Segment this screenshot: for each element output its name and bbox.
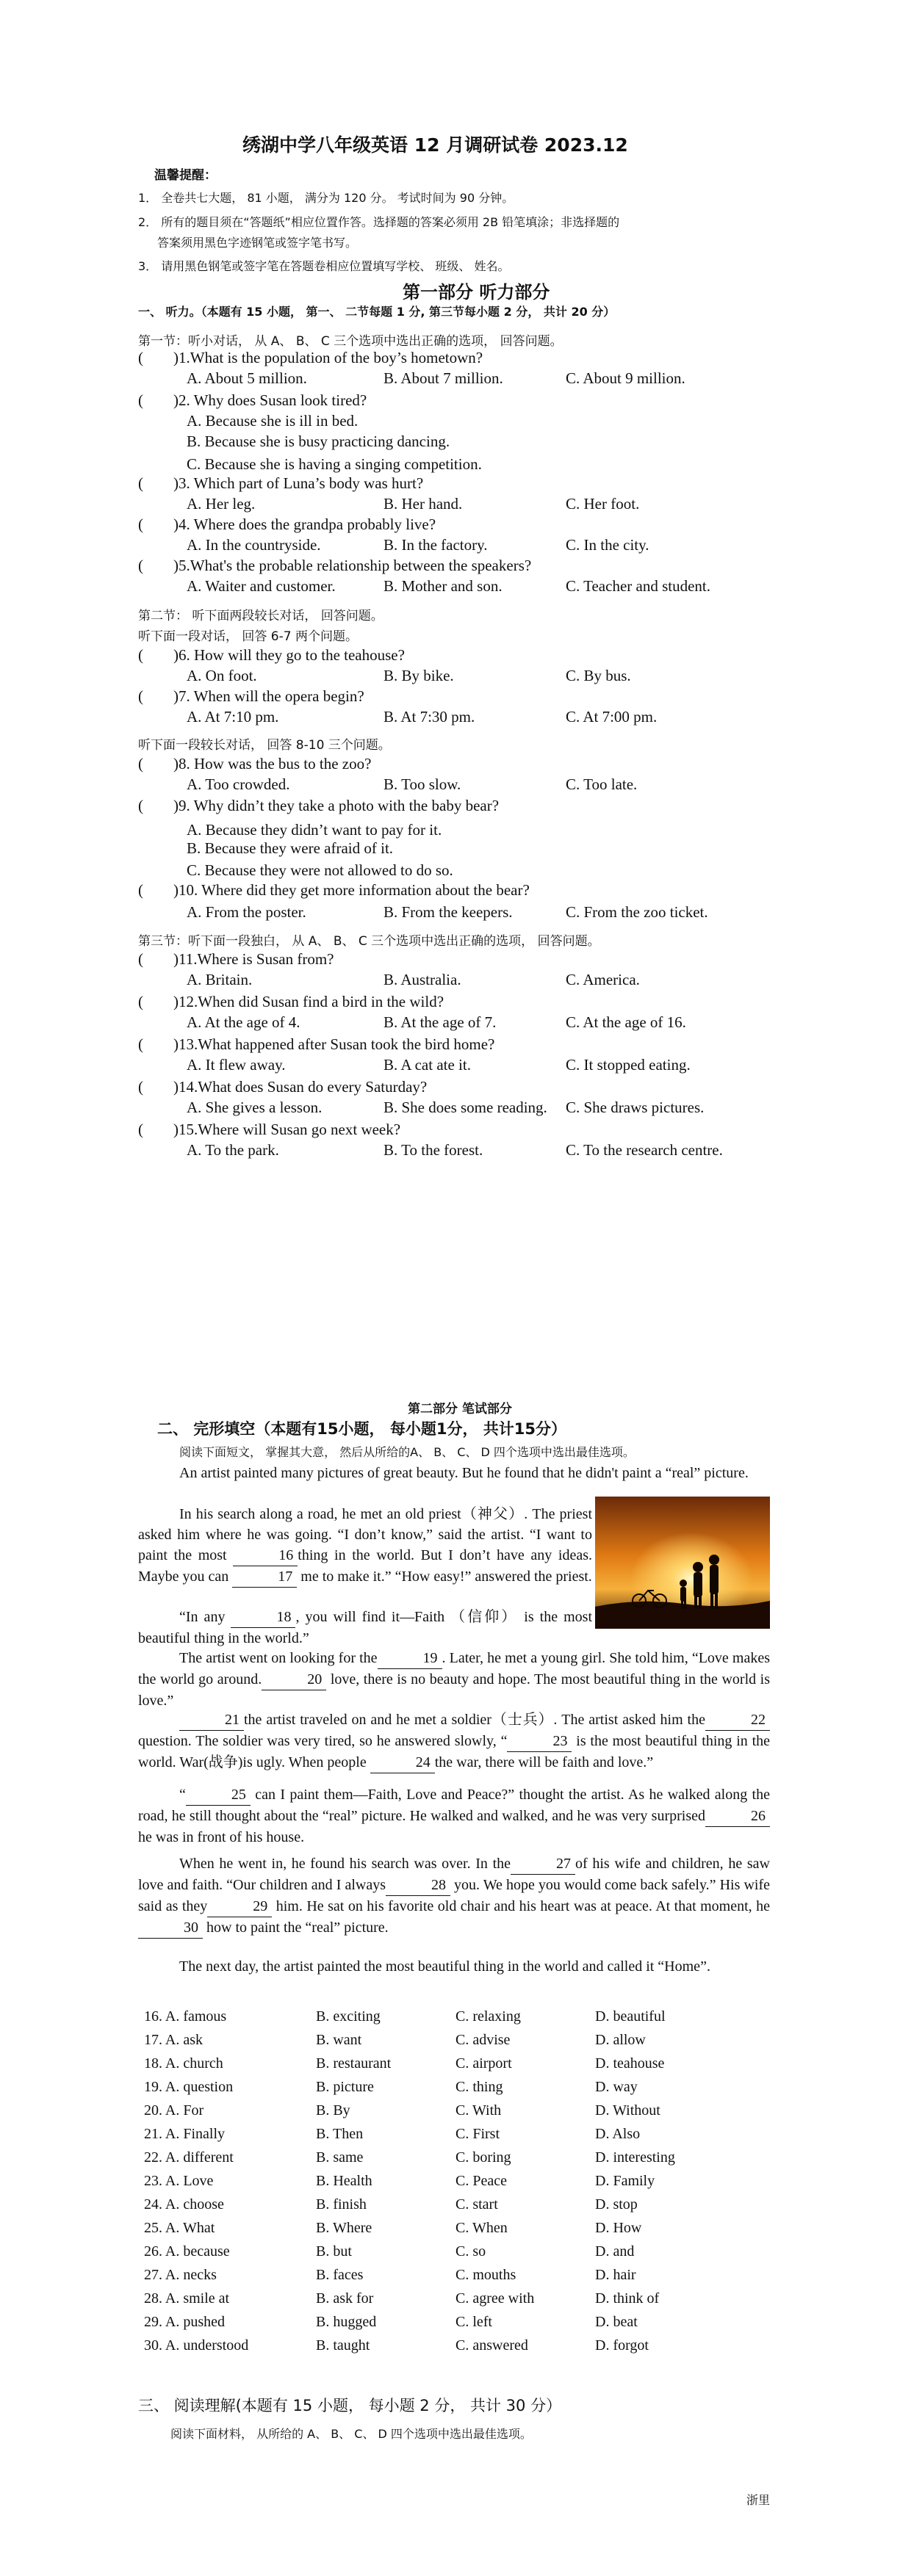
option-2-b: B. Because she is busy practicing dancing.: [187, 433, 450, 450]
blank-19: 19: [378, 1648, 442, 1669]
cloze-option-30-d: D. forgot: [595, 2337, 649, 2354]
cloze-option-27-b: B. faces: [316, 2267, 364, 2283]
section3-instruction: 第三节：听下面一段独白， 从 A、 B、 C 三个选项中选出正确的选项， 回答问题。: [138, 934, 600, 949]
option-14-b: B. She does some reading.: [384, 1099, 547, 1116]
question-paren: (: [138, 474, 143, 492]
cloze-instruction: 阅读下面短文， 掌握其大意， 然后从所给的A、 B、 C、 D 四个选项中选出最佳选项。: [179, 1445, 635, 1459]
cloze-option-17-a: 17. A. ask: [144, 2032, 203, 2048]
question-2: )2. Why does Susan look tired?: [173, 391, 367, 409]
cloze-option-17-d: D. allow: [595, 2032, 646, 2048]
notice-line-3: 答案须用黑色字迹钢笔或签字笔书写。: [157, 236, 358, 250]
option-15-c: C. To the research centre.: [566, 1141, 723, 1159]
cloze-option-24-a: 24. A. choose: [144, 2196, 224, 2213]
cloze-option-25-c: C. When: [455, 2220, 508, 2236]
blank-25: 25: [186, 1784, 251, 1806]
question-paren: (: [138, 755, 143, 773]
section2a-instruction: 听下面一段对话， 回答 6-7 两个问题。: [138, 629, 358, 644]
option-14-c: C. She draws pictures.: [566, 1099, 705, 1116]
cloze-option-20-d: D. Without: [595, 2102, 660, 2119]
cloze-option-22-b: B. same: [316, 2149, 364, 2166]
cloze-option-30-a: 30. A. understood: [144, 2337, 249, 2354]
question-10: )10. Where did they get more information about the bear?: [173, 881, 530, 899]
cloze-option-27-d: D. hair: [595, 2267, 636, 2283]
cloze-option-18-c: C. airport: [455, 2055, 512, 2072]
question-paren: (: [138, 950, 143, 968]
cloze-option-26-a: 26. A. because: [144, 2243, 230, 2260]
cloze-option-16-a: 16. A. famous: [144, 2008, 227, 2025]
question-3: )3. Which part of Luna’s body was hurt?: [173, 474, 424, 492]
cloze-option-28-d: D. think of: [595, 2290, 660, 2307]
cloze-para-1: An artist painted many pictures of great beauty. But he found that he didn't paint a “real” picture.: [179, 1465, 749, 1481]
listening-heading: 一、 听力。（本题有 15 小题， 第一、 二节每题 1 分, 第三节每小题 2 分， 共计 20 分）: [138, 305, 616, 319]
option-5-a: A. Waiter and customer.: [187, 577, 336, 595]
option-10-b: B. From the keepers.: [384, 903, 513, 921]
cloze-option-18-b: B. restaurant: [316, 2055, 392, 2072]
cloze-option-24-d: D. stop: [595, 2196, 638, 2213]
option-4-c: C. In the city.: [566, 536, 649, 554]
option-12-a: A. At the age of 4.: [187, 1013, 300, 1031]
question-15: )15.Where will Susan go next week?: [173, 1121, 401, 1138]
reading-instruction: 阅读下面材料， 从所给的 A、 B、 C、 D 四个选项中选出最佳选项。: [170, 2427, 532, 2441]
option-15-b: B. To the forest.: [384, 1141, 483, 1159]
question-paren: (: [138, 797, 143, 814]
option-14-a: A. She gives a lesson.: [187, 1099, 323, 1116]
question-paren: (: [138, 687, 143, 705]
question-9: )9. Why didn’t they take a photo with the baby bear?: [173, 797, 500, 814]
blank-20: 20: [262, 1669, 326, 1690]
option-15-a: A. To the park.: [187, 1141, 279, 1159]
notice-label: 温馨提醒：: [154, 168, 217, 183]
option-5-b: B. Mother and son.: [384, 577, 503, 595]
option-3-b: B. Her hand.: [384, 495, 463, 513]
question-paren: (: [138, 993, 143, 1010]
option-7-c: C. At 7:00 pm.: [566, 708, 658, 726]
blank-17: 17: [232, 1566, 297, 1588]
cloze-option-22-d: D. interesting: [595, 2149, 675, 2166]
cloze-option-26-d: D. and: [595, 2243, 635, 2260]
option-7-a: A. At 7:10 pm.: [187, 708, 279, 726]
option-8-c: C. Too late.: [566, 775, 638, 793]
blank-22: 22: [705, 1710, 770, 1731]
section1-instruction: 第一节：听小对话， 从 A、 B、 C 三个选项中选出正确的选项， 回答问题。: [138, 334, 563, 349]
cloze-option-17-b: B. want: [316, 2032, 362, 2048]
cloze-option-26-c: C. so: [455, 2243, 486, 2260]
cloze-option-29-d: D. beat: [595, 2314, 638, 2330]
cloze-para-6: “ 25 can I paint them—Faith, Love and Peace?” thought the artist. As he walked along the road, he still thought about the “real” picture. He walked and walked, and he was very surprised 26he was in front of his house.: [138, 1784, 770, 1848]
cloze-para-2: In his search along a road, he met an old priest（神父）. The priest asked him where he was going. “I don’t know,” said the artist. “I want to paint the most 16 thing in the world. But I don’t have any ideas. Maybe you can 17 me to make it.” “How easy!” answered the priest.: [138, 1504, 592, 1588]
cloze-option-29-c: C. left: [455, 2314, 492, 2330]
option-10-c: C. From the zoo ticket.: [566, 903, 708, 921]
question-8: )8. How was the bus to the zoo?: [173, 755, 372, 773]
question-13: )13.What happened after Susan took the bird home?: [173, 1035, 495, 1053]
question-paren: (: [138, 881, 143, 899]
part2-title: 第二部分 笔试部分: [408, 1402, 512, 1417]
option-7-b: B. At 7:30 pm.: [384, 708, 475, 726]
question-1: )1.What is the population of the boy’s hometown?: [173, 349, 483, 366]
blank-27: 27: [511, 1853, 575, 1875]
cloze-option-20-b: B. By: [316, 2102, 350, 2119]
blank-21: 21: [179, 1710, 244, 1731]
cloze-option-28-c: C. agree with: [455, 2290, 535, 2307]
question-paren: (: [138, 1121, 143, 1138]
question-14: )14.What does Susan do every Saturday?: [173, 1078, 428, 1096]
cloze-option-23-c: C. Peace: [455, 2173, 507, 2189]
option-2-a: A. Because she is ill in bed.: [187, 412, 359, 430]
cloze-para-5: 21 the artist traveled on and he met a soldier（士兵）. The artist asked him the 22question. The soldier was very tired, so he answered slowly, “ 23 is the most beautiful thing in the world. War(战争)is ugly. When people 24 the war, there will be faith and love.”: [138, 1710, 770, 1773]
question-4: )4. Where does the grandpa probably live?: [173, 515, 436, 533]
cloze-option-28-a: 28. A. smile at: [144, 2290, 230, 2307]
option-1-b: B. About 7 million.: [384, 369, 503, 387]
option-13-a: A. It flew away.: [187, 1056, 286, 1074]
option-6-c: C. By bus.: [566, 667, 631, 684]
question-6: )6. How will they go to the teahouse?: [173, 646, 405, 664]
reading-heading: 三、 阅读理解(本题有 15 小题， 每小题 2 分， 共计 30 分）: [138, 2397, 562, 2414]
option-11-b: B. Australia.: [384, 971, 461, 988]
cloze-option-16-d: D. beautiful: [595, 2008, 666, 2025]
cloze-option-21-c: C. First: [455, 2126, 500, 2142]
question-paren: (: [138, 557, 143, 574]
cloze-option-19-a: 19. A. question: [144, 2079, 234, 2095]
question-paren: (: [138, 349, 143, 366]
cloze-option-17-c: C. advise: [455, 2032, 511, 2048]
cloze-option-25-d: D. How: [595, 2220, 642, 2236]
cloze-option-23-b: B. Health: [316, 2173, 372, 2189]
notice-line-4: 3． 请用黑色钢笔或签字笔在答题卷相应位置填写学校、 班级、 姓名。: [138, 259, 510, 273]
cloze-para-4: The artist went on looking for the 19 . Later, he met a young girl. She told him, “Love makes the world go around. 20 love, there is no beauty and hope. The most beautiful thing in the world is love.”: [138, 1648, 770, 1711]
option-8-b: B. Too slow.: [384, 775, 461, 793]
option-11-a: A. Britain.: [187, 971, 253, 988]
cloze-option-16-c: C. relaxing: [455, 2008, 521, 2025]
cloze-option-27-a: 27. A. necks: [144, 2267, 217, 2283]
cloze-option-21-a: 21. A. Finally: [144, 2126, 226, 2142]
cloze-heading: 二、 完形填空（本题有15小题， 每小题1分， 共计15分）: [157, 1420, 566, 1438]
blank-18: 18: [231, 1607, 295, 1628]
option-5-c: C. Teacher and student.: [566, 577, 710, 595]
part1-title: 第一部分 听力部分: [403, 282, 550, 303]
option-9-c: C. Because they were not allowed to do so.: [187, 861, 453, 879]
cloze-option-18-a: 18. A. church: [144, 2055, 223, 2072]
blank-16: 16: [233, 1545, 298, 1566]
option-4-b: B. In the factory.: [384, 536, 488, 554]
cloze-option-19-c: C. thing: [455, 2079, 503, 2095]
exam-title: 绣湖中学八年级英语 12 月调研试卷 2023.12: [242, 134, 628, 156]
cloze-option-25-b: B. Where: [316, 2220, 372, 2236]
cloze-option-22-a: 22. A. different: [144, 2149, 234, 2166]
option-2-c: C. Because she is having a singing competition.: [187, 455, 482, 473]
family-sunset-image: [595, 1497, 770, 1629]
option-11-c: C. America.: [566, 971, 640, 988]
question-paren: (: [138, 391, 143, 409]
question-paren: (: [138, 515, 143, 533]
question-paren: (: [138, 1078, 143, 1096]
section2-instruction: 第二节： 听下面两段较长对话， 回答问题。: [138, 609, 384, 623]
option-12-b: B. At the age of 7.: [384, 1013, 497, 1031]
option-6-a: A. On foot.: [187, 667, 257, 684]
cloze-option-29-a: 29. A. pushed: [144, 2314, 225, 2330]
blank-24: 24: [370, 1752, 435, 1773]
question-12: )12.When did Susan find a bird in the wild?: [173, 993, 444, 1010]
cloze-option-25-a: 25. A. What: [144, 2220, 215, 2236]
option-12-c: C. At the age of 16.: [566, 1013, 686, 1031]
cloze-option-29-b: B. hugged: [316, 2314, 377, 2330]
cloze-para-3: “In any 18 , you will find it—Faith （信仰） is the most beautiful thing in the world.”: [138, 1607, 592, 1649]
cloze-option-20-a: 20. A. For: [144, 2102, 204, 2119]
blank-26: 26: [705, 1806, 770, 1827]
option-3-c: C. Her foot.: [566, 495, 640, 513]
blank-23: 23: [507, 1731, 572, 1752]
question-5: )5.What's the probable relationship between the speakers?: [173, 557, 532, 574]
cloze-option-21-d: D. Also: [595, 2126, 641, 2142]
option-6-b: B. By bike.: [384, 667, 454, 684]
cloze-option-27-c: C. mouths: [455, 2267, 516, 2283]
cloze-option-23-d: D. Family: [595, 2173, 655, 2189]
option-9-a: A. Because they didn’t want to pay for it.: [187, 821, 442, 839]
question-paren: (: [138, 646, 143, 664]
option-13-b: B. A cat ate it.: [384, 1056, 471, 1074]
cloze-option-24-c: C. start: [455, 2196, 498, 2213]
notice-line-2: 2． 所有的题目须在“答题纸”相应位置作答。选择题的答案必须用 2B 铅笔填涂；非选择题的: [138, 215, 620, 229]
blank-30: 30: [138, 1917, 203, 1939]
cloze-option-22-c: C. boring: [455, 2149, 511, 2166]
cloze-option-20-c: C. With: [455, 2102, 502, 2119]
option-9-b: B. Because they were afraid of it.: [187, 839, 394, 857]
cloze-option-26-b: B. but: [316, 2243, 352, 2260]
option-8-a: A. Too crowded.: [187, 775, 290, 793]
cloze-option-19-b: B. picture: [316, 2079, 374, 2095]
blank-29: 29: [207, 1896, 272, 1917]
option-4-a: A. In the countryside.: [187, 536, 321, 554]
blank-28: 28: [386, 1875, 450, 1896]
cloze-para-7: When he went in, he found his search was over. In the 27 of his wife and children, he saw love and faith. “Our children and I always 28 you. We hope you would come back safely.” His wife said as they 29 him. He sat on his favorite old chair and his heart was at peace. At that moment, he30 how to paint the “real” picture.: [138, 1853, 770, 1939]
option-3-a: A. Her leg.: [187, 495, 256, 513]
cloze-option-21-b: B. Then: [316, 2126, 364, 2142]
option-1-c: C. About 9 million.: [566, 369, 685, 387]
option-1-a: A. About 5 million.: [187, 369, 307, 387]
cloze-option-30-b: B. taught: [316, 2337, 370, 2354]
option-13-c: C. It stopped eating.: [566, 1056, 691, 1074]
cloze-para-8: The next day, the artist painted the most beautiful thing in the world and called it “Home”.: [179, 1958, 710, 1975]
cloze-option-18-d: D. teahouse: [595, 2055, 665, 2072]
footer-corner-mark: 浙里: [746, 2493, 771, 2507]
question-11: )11.Where is Susan from?: [173, 950, 334, 968]
option-10-a: A. From the poster.: [187, 903, 306, 921]
cloze-option-24-b: B. finish: [316, 2196, 367, 2213]
question-7: )7. When will the opera begin?: [173, 687, 364, 705]
question-paren: (: [138, 1035, 143, 1053]
cloze-option-16-b: B. exciting: [316, 2008, 381, 2025]
cloze-option-30-c: C. answered: [455, 2337, 528, 2354]
cloze-option-23-a: 23. A. Love: [144, 2173, 214, 2189]
section2b-instruction: 听下面一段较长对话， 回答 8-10 三个问题。: [138, 738, 391, 753]
notice-line-1: 1． 全卷共七大题， 81 小题， 满分为 120 分。 考试时间为 90 分钟。: [138, 191, 514, 205]
cloze-option-19-d: D. way: [595, 2079, 638, 2095]
cloze-option-28-b: B. ask for: [316, 2290, 374, 2307]
